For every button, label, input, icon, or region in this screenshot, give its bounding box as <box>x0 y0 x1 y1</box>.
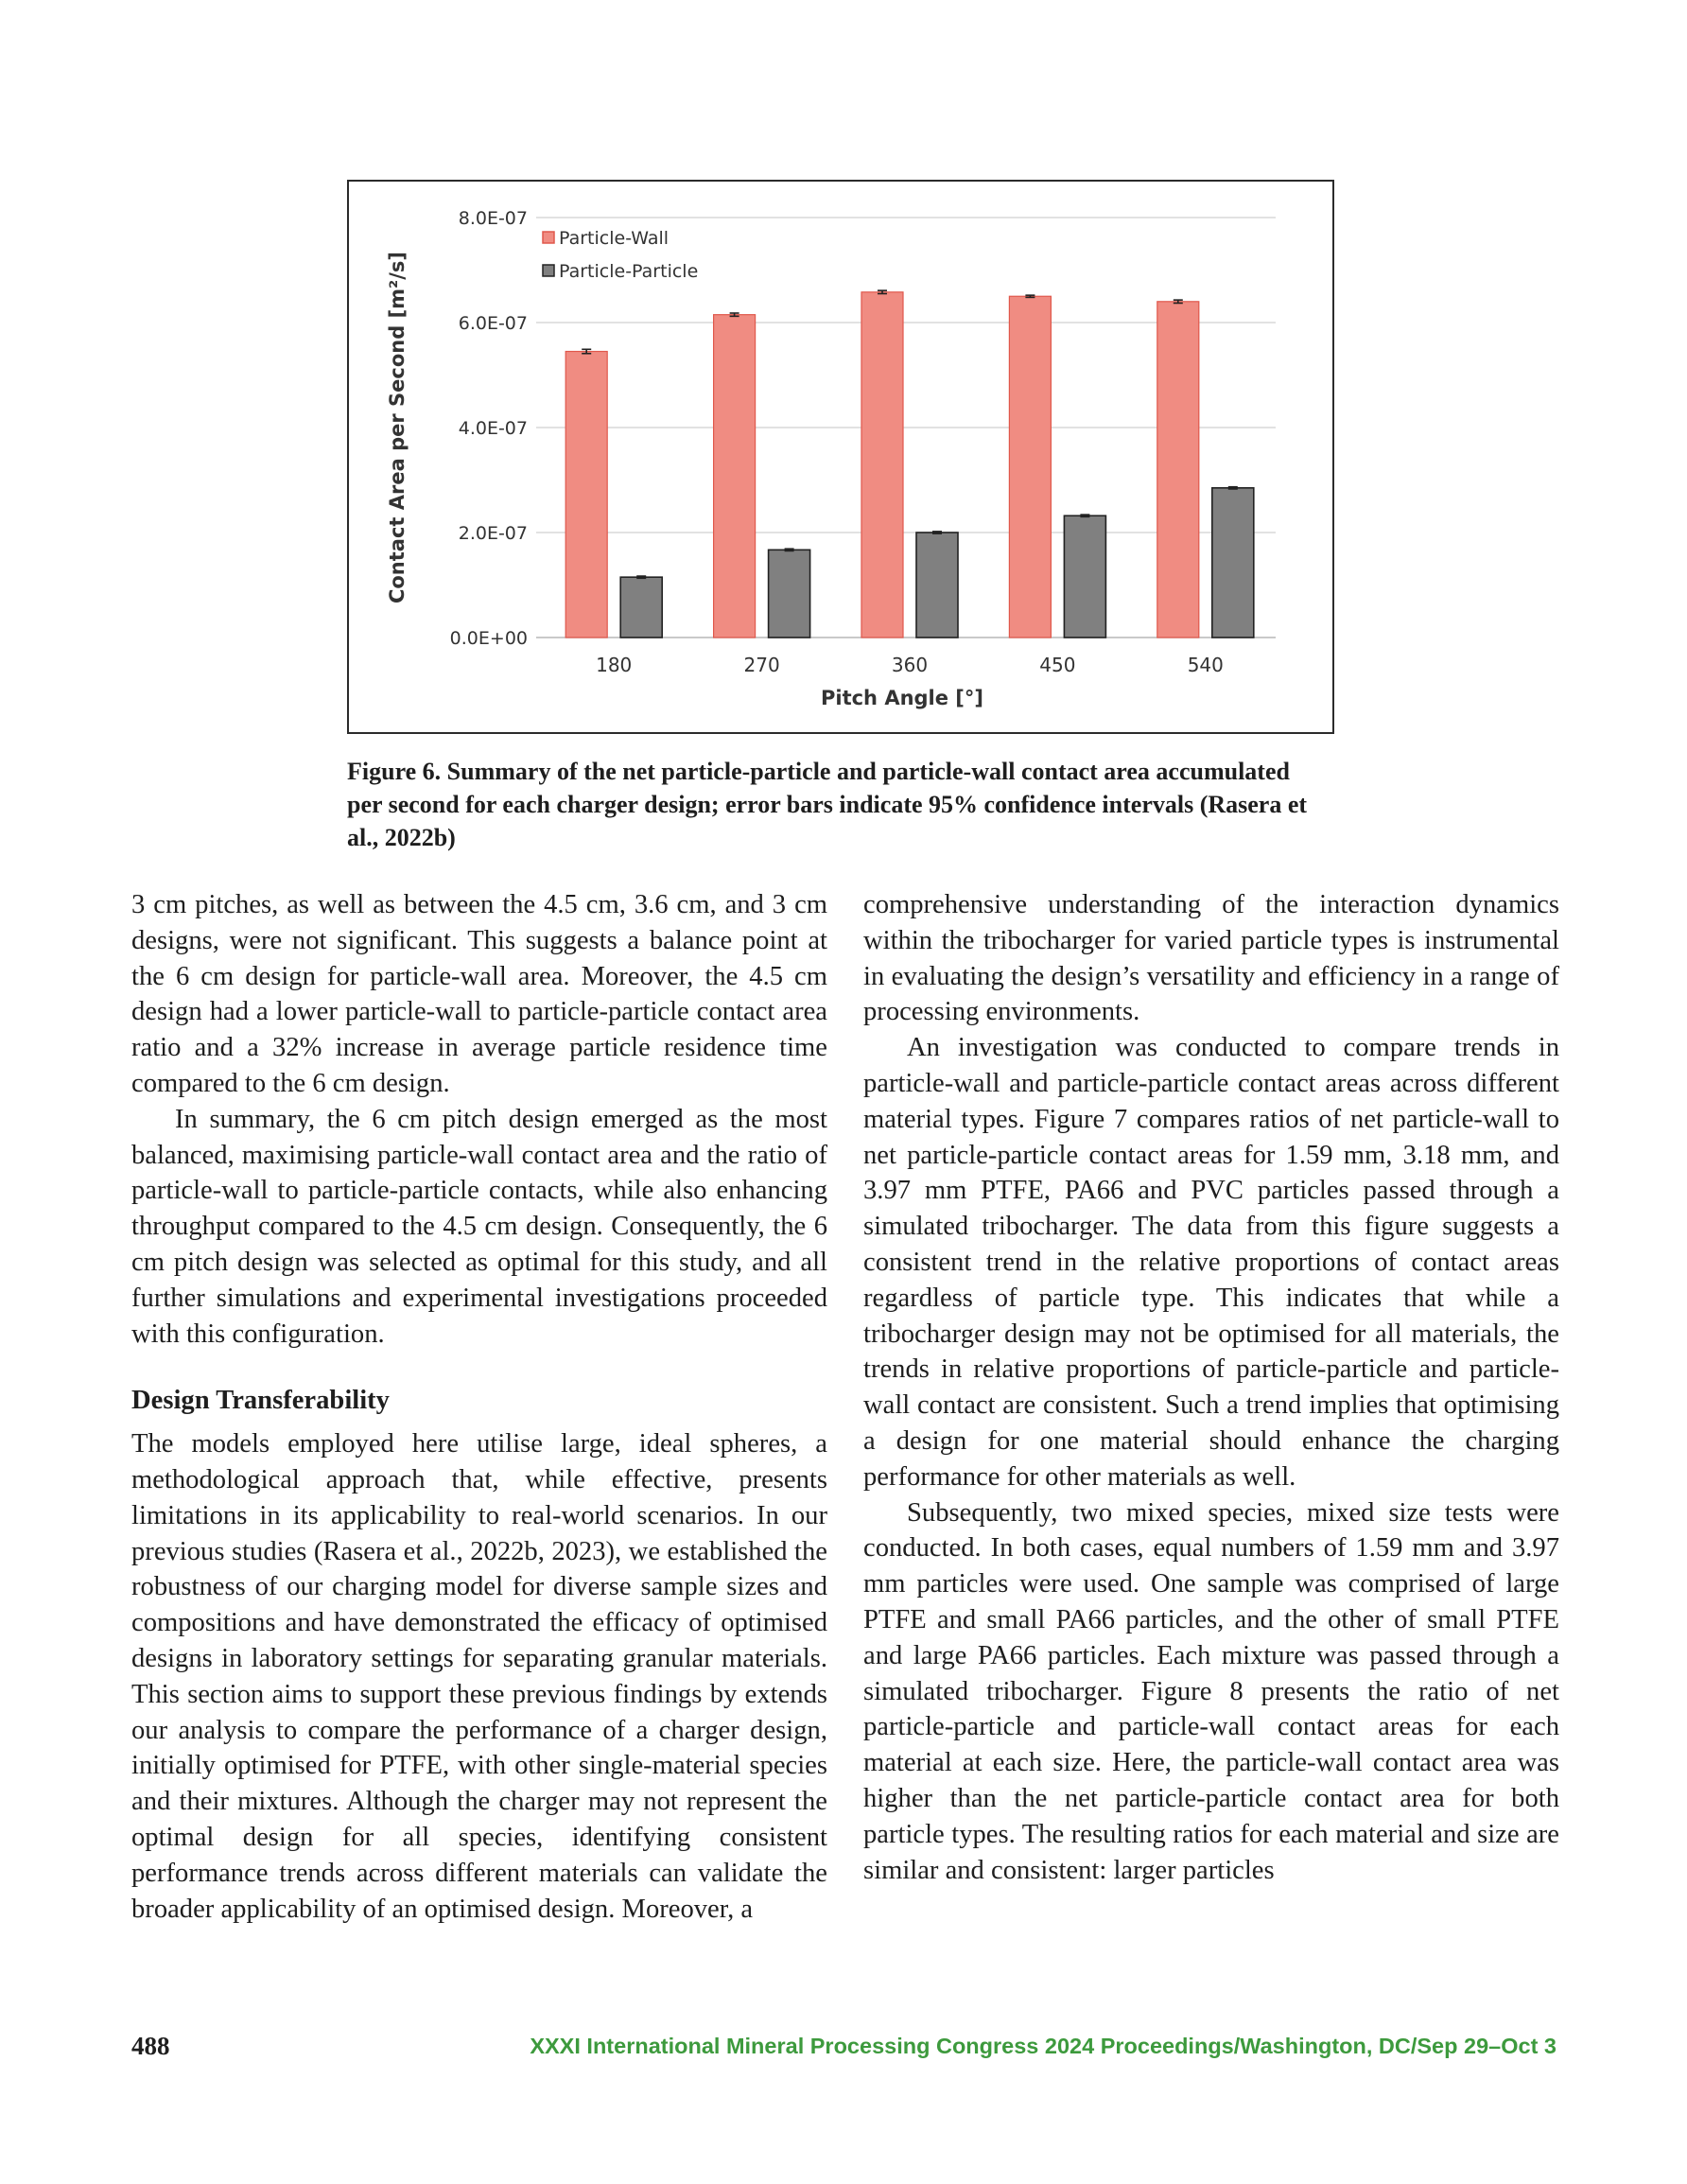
y-tick-label: 4.0E-07 <box>458 418 528 439</box>
x-tick-label: 180 <box>596 654 633 676</box>
section-heading: Design Transferability <box>131 1386 390 1416</box>
bar-particle-particle <box>916 533 958 638</box>
x-axis-title: Pitch Angle [°] <box>820 687 984 709</box>
bar-particle-wall <box>714 315 756 638</box>
paragraph: In summary, the 6 cm pitch design emerged as the most balanced, maximising particle-wall contact area and the ratio of particle-wall to particle-particle contacts, while also enhancing throughput compared to the 4.5 cm design. Consequently, the 6 cm pitch design was selected as optimal for this study, and all further simulations and experimental investigations proceeded with this configuration. <box>131 1104 827 1349</box>
figure-6 <box>347 180 1334 734</box>
paragraph: An investigation was conducted to compare trends in particle-wall and particle-particle contact areas across different material types. Figure 7 compares ratios of net particle-wall to net particle-particle contact areas for 1.59 mm, 3.18 mm, and 3.97 mm PTFE, PA66 and PVC particles passed through a simulated tribocharger. The data from this figure suggests a consistent trend in the relative proportions of contact areas regardless of particle type. This indicates that while a tribocharger design may not be optimised for all materials, the trends in relative proportions of particle-particle and particle-wall contact are consistent. Such a trend implies that optimising a design for one material should enhance the charging performance for other materials as well. <box>863 1033 1559 1492</box>
legend-label: Particle-Wall <box>559 228 670 249</box>
paragraph: Subsequently, two mixed species, mixed size tests were conducted. In both cases, equal numbers of 1.59 mm and 3.97 mm particles were used. One sample was comprised of large PTFE and small PA66 particles, and the other of small PTFE and large PA66 particles. Each mixture was passed through a simulated tribocharger. Figure 8 presents the ratio of net particle-particle and particle-wall contact areas for each material at each size. Here, the particle-wall contact area was higher than the net particle-particle contact area for both particle types. The resulting ratios for each material and size are similar and consistent: larger particles <box>863 1497 1559 1885</box>
bar-particle-particle <box>1212 488 1254 638</box>
x-tick-label: 270 <box>743 654 780 676</box>
y-tick-label: 0.0E+00 <box>449 628 528 649</box>
running-footer: XXXI International Mineral Processing Congress 2024 Proceedings/Washington, DC/Sep 29–Oct 3 <box>530 2034 1557 2058</box>
bar-particle-particle <box>620 577 662 638</box>
x-tick-label: 360 <box>891 654 929 676</box>
bar-particle-wall <box>1157 302 1199 638</box>
bar-chart <box>349 182 1332 732</box>
page-number: 488 <box>131 2032 170 2060</box>
paragraph: 3 cm pitches, as well as between the 4.5 cm, 3.6 cm, and 3 cm designs, were not significant. This suggests a balance point at the 6 cm design for particle-wall area. Moreover, the 4.5 cm design had a lower particle-wall to particle-particle contact area ratio and a 32% increase in average particle residence time compared to the 6 cm design. <box>131 890 827 1098</box>
y-tick-label: 6.0E-07 <box>458 313 528 334</box>
left-column <box>131 887 827 1927</box>
bar-particle-particle <box>769 550 810 638</box>
legend-swatch <box>543 232 554 243</box>
paragraph: comprehensive understanding of the interaction dynamics within the tribocharger for varied particle types is instrumental in evaluating the design’s versatility and efficiency in a range of processing environments. <box>863 890 1559 1027</box>
bar-particle-wall <box>1009 296 1051 638</box>
legend-label: Particle-Particle <box>559 261 699 282</box>
figure-caption: Figure 6. Summary of the net particle-particle and particle-wall contact area accumulated per second for each charger design; error bars indicate 95% confidence intervals (Rasera et al., 2022b) <box>347 758 1308 851</box>
bar-particle-wall <box>565 352 607 638</box>
y-tick-label: 8.0E-07 <box>458 208 528 229</box>
x-tick-label: 540 <box>1187 654 1224 676</box>
x-tick-label: 450 <box>1039 654 1076 676</box>
bar-particle-wall <box>861 292 903 638</box>
y-tick-label: 2.0E-07 <box>458 523 528 544</box>
right-column <box>863 887 1559 1888</box>
paragraph: The models employed here utilise large, ideal spheres, a methodological approach that, while effective, presents limitations in its applicability to real-world scenarios. In our previous studies (Rasera et al., 2022b, 2023), we established the robustness of our charging model for diverse sample sizes and compositions and have demonstrated the efficacy of optimised designs in laboratory settings for separating granular materials. This section aims to support these previous findings by extends our analysis to compare the performance of a charger design, initially optimised for PTFE, with other single-material species and their mixtures. Although the charger may not represent the optimal design for all species, identifying consistent performance trends across different materials can validate the broader applicability of an optimised design. Moreover, a <box>131 1429 827 1924</box>
legend-swatch <box>543 265 554 276</box>
bar-particle-particle <box>1064 515 1105 638</box>
y-axis-title: Contact Area per Second [m²/s] <box>386 251 409 604</box>
